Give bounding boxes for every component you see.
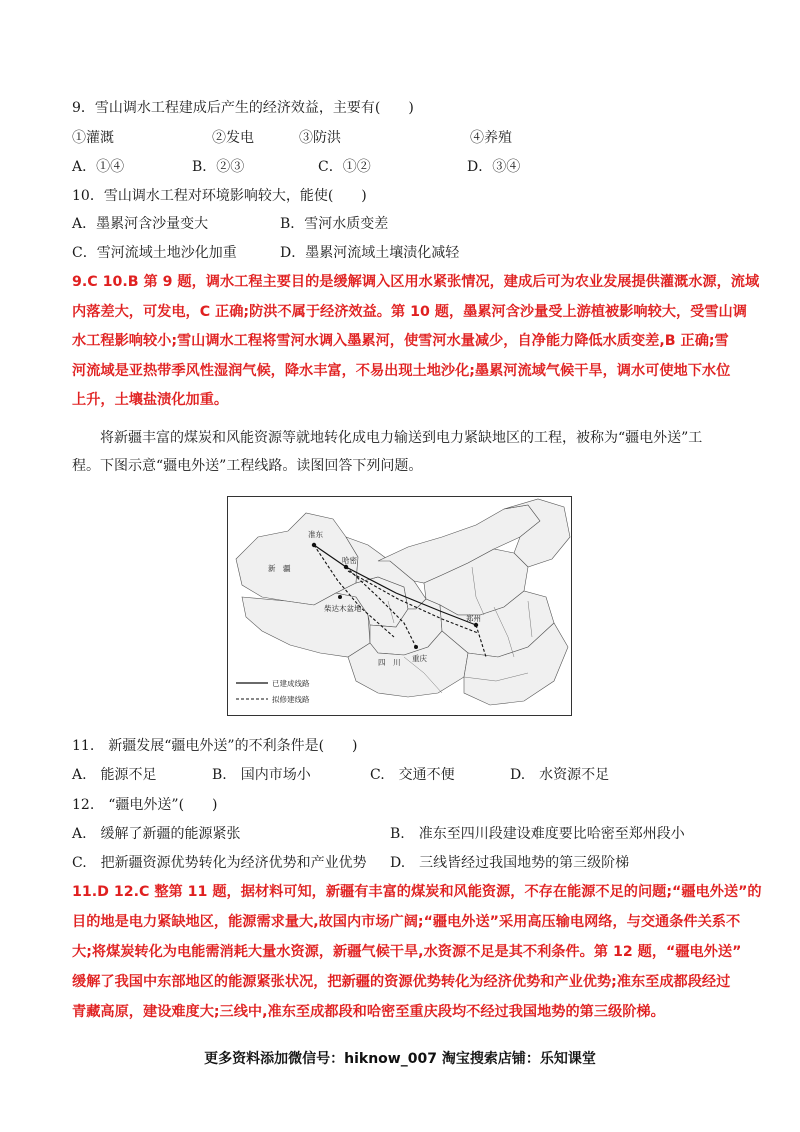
q9-item-2: ②发电 (212, 130, 254, 146)
legend-planned: 拟修建线路 (272, 695, 310, 704)
label-zhengzhou: 郑州 (466, 614, 481, 623)
zhundong-dot (312, 543, 316, 547)
q12-option-b: B. 准东至四川段建设难度要比哈密至郑州段小 (390, 826, 685, 842)
q10-option-d: D．墨累河流域土壤渍化减轻 (280, 245, 460, 261)
intro-line: 将新疆丰富的煤炭和风能资源等就地转化成电力输送到电力紧缺地区的工程，被称为“疆电外送”工 (100, 430, 703, 446)
answer2-line: 青藏高原，建设难度大;三线中,准东至成都段和哈密至重庆段均不经过我国地势的第三级阶梯。 (72, 1004, 665, 1020)
q11-option-c: C. 交通不便 (370, 767, 455, 783)
q10-stem: 10．雪山调水工程对环境影响较大，能使( ) (72, 188, 367, 204)
q11-option-a: A. 能源不足 (72, 767, 157, 783)
answer2-line: 大;将煤炭转化为电能需消耗大量水资源，新疆气候干旱,水资源不足是其不利条件。第 12 题，“疆电外送” (72, 944, 742, 960)
answer1-line: 9.C 10.B 第 9 题，调水工程主要目的是缓解调入区用水紧张情况，建成后可为农业发展提供灌溉水源，流域 (72, 274, 760, 290)
qaidam-dot (338, 595, 342, 599)
q10-option-a: A．墨累河含沙量变大 (72, 216, 209, 232)
q12-option-a: A. 缓解了新疆的能源紧张 (72, 826, 241, 842)
q10-option-b: B．雪河水质变差 (280, 216, 389, 232)
q11-option-b: B. 国内市场小 (212, 767, 311, 783)
q12-stem: 12. “疆电外送”( ) (72, 797, 218, 813)
zhengzhou-dot (474, 623, 478, 627)
map-legend (236, 678, 310, 704)
q9-item-3: ③防洪 (299, 130, 341, 146)
q9-item-4: ④养殖 (470, 130, 512, 146)
q12-option-d: D. 三线皆经过我国地势的第三级阶梯 (390, 855, 630, 871)
q9-option-a: A．①④ (72, 159, 125, 175)
answer2-line: 缓解了我国中东部地区的能源紧张状况，把新疆的资源优势转化为经济优势和产业优势;准东至成都段经过 (72, 974, 731, 990)
label-zhundong: 准东 (308, 530, 323, 539)
q11-option-d: D. 水资源不足 (510, 767, 610, 783)
answer2-line: 目的地是电力紧缺地区，能源需求量大,故国内市场广阔;“疆电外送”采用高压输电网络，与交通条件关系不 (72, 914, 741, 930)
intro-line: 程。下图示意“疆电外送”工程线路。读图回答下列问题。 (72, 458, 423, 474)
q9-stem: 9．雪山调水工程建成后产生的经济效益，主要有( ) (72, 100, 414, 116)
hami-dot (344, 565, 348, 569)
map-svg (228, 497, 572, 716)
power-transmission-map (227, 496, 572, 716)
q9-option-d: D．③④ (467, 159, 521, 175)
q11-stem: 11. 新疆发展“疆电外送”的不利条件是( ) (72, 738, 358, 754)
q12-option-c: C. 把新疆资源优势转化为经济优势和产业优势 (72, 855, 367, 871)
answer1-line: 水工程影响较小;雪山调水工程将雪河水调入墨累河，使雪河水量减少，自净能力降低水质变差,B 正确;雪 (72, 333, 729, 349)
answer2-line: 11.D 12.C 整第 11 题，据材料可知，新疆有丰富的煤炭和风能资源，不存在能源不足的问题;“疆电外送”的 (72, 884, 762, 900)
label-xinjiang: 新 疆 (268, 564, 291, 573)
footer-contact: 更多资料添加微信号：hiknow_007 淘宝搜索店铺：乐知课堂 (204, 1051, 596, 1067)
q9-item-1: ①灌溉 (72, 130, 114, 146)
answer1-line: 内落差大，可发电，C 正确;防洪不属于经济效益。第 10 题，墨累河含沙量受上游植被影响较大，受雪山调 (72, 304, 747, 320)
q9-option-c: C．①② (318, 159, 371, 175)
answer1-line: 河流域是亚热带季风性湿润气候，降水丰富，不易出现土地沙化;墨累河流域气候干旱，调水可使地下水位 (72, 363, 731, 379)
label-sichuan: 四 川 (378, 658, 401, 667)
q9-option-b: B．②③ (192, 159, 245, 175)
label-chongqing: 重庆 (412, 654, 427, 663)
chongqing-dot (414, 645, 418, 649)
label-hami: 哈密 (342, 556, 357, 565)
label-qaidam: 柴达木盆地 (324, 604, 362, 613)
answer1-line: 上升，土壤盐渍化加重。 (72, 392, 229, 408)
q10-option-c: C．雪河流域土地沙化加重 (72, 245, 237, 261)
legend-built: 已建成线路 (272, 679, 310, 688)
